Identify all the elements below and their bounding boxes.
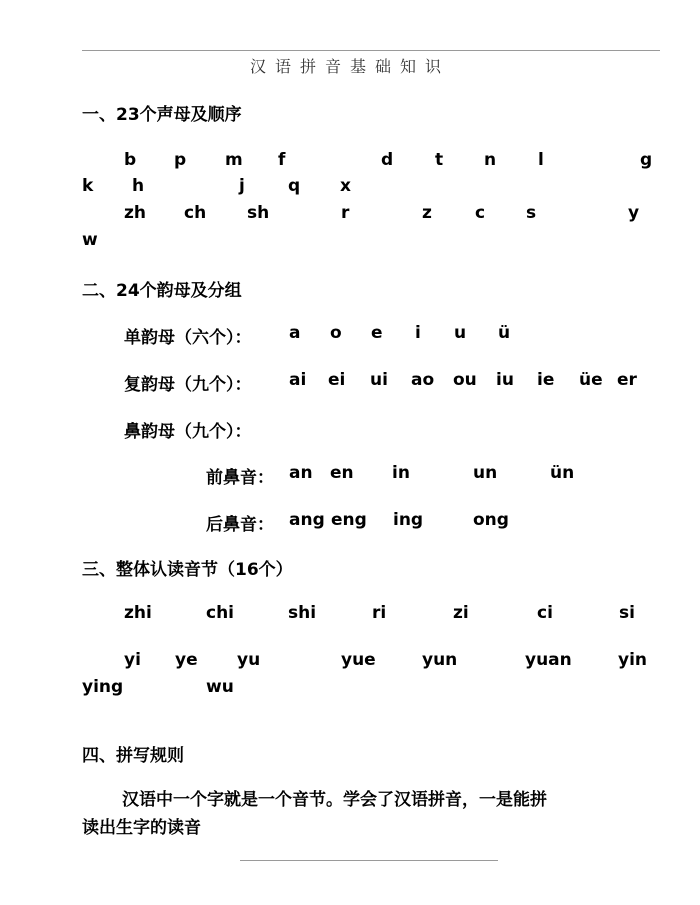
syllables-row-3 xyxy=(82,677,660,701)
final: in xyxy=(392,463,410,483)
final: a xyxy=(289,323,301,343)
initial: w xyxy=(82,230,98,250)
document-title: 汉语拼音基础知识 xyxy=(249,57,450,76)
syllables-row-1 xyxy=(82,603,660,627)
syllable: si xyxy=(619,603,635,623)
syllable: zi xyxy=(453,603,469,623)
syllables-row-2 xyxy=(82,650,660,674)
final: ao xyxy=(411,370,435,390)
initial: n xyxy=(484,150,497,170)
initial: s xyxy=(526,203,537,223)
syllable: ying xyxy=(82,677,124,697)
final: ai xyxy=(289,370,307,390)
final: o xyxy=(330,323,342,343)
compound-finals-label: 复韵母（九个）： xyxy=(124,375,252,395)
final: ie xyxy=(537,370,555,390)
initial: p xyxy=(174,150,187,170)
final: an xyxy=(289,463,313,483)
initial: r xyxy=(341,203,350,223)
initial: f xyxy=(278,150,286,170)
initial: c xyxy=(475,203,486,223)
initial: m xyxy=(225,150,243,170)
syllable: wu xyxy=(206,677,234,697)
paragraph-line-2: 读出生字的读音 xyxy=(82,818,201,838)
initial: ch xyxy=(184,203,207,223)
single-finals-label: 单韵母（六个）： xyxy=(124,328,252,348)
back-nasal-row xyxy=(82,510,660,534)
final: ui xyxy=(370,370,388,390)
compound-finals-row xyxy=(82,370,660,394)
final: ou xyxy=(453,370,477,390)
syllable: ri xyxy=(372,603,387,623)
spelling-rules-paragraph xyxy=(82,786,648,842)
final: ü xyxy=(498,323,511,343)
initial: b xyxy=(124,150,137,170)
initial: t xyxy=(435,150,444,170)
initial: j xyxy=(239,176,245,196)
final: en xyxy=(330,463,354,483)
initial: d xyxy=(381,150,394,170)
syllable: zhi xyxy=(124,603,152,623)
single-finals-row xyxy=(82,323,660,347)
footer-rule xyxy=(240,860,498,861)
initial: sh xyxy=(247,203,270,223)
syllable: shi xyxy=(288,603,317,623)
final: ang xyxy=(289,510,325,530)
nasal-finals-label: 鼻韵母（九个）： xyxy=(124,422,252,442)
initials-row-2 xyxy=(82,176,660,200)
final: ün xyxy=(550,463,575,483)
syllable: ye xyxy=(175,650,198,670)
initials-row-4 xyxy=(82,230,660,254)
initial: x xyxy=(340,176,351,196)
syllable: chi xyxy=(206,603,235,623)
initials-row-1 xyxy=(82,150,660,174)
initial: z xyxy=(422,203,432,223)
final: ing xyxy=(393,510,424,530)
paragraph-line-1 xyxy=(82,786,648,814)
final: üe xyxy=(579,370,603,390)
section-heading-whole-syllables: 三、整体认读音节（16个） xyxy=(82,560,293,580)
final: e xyxy=(371,323,383,343)
initial: q xyxy=(288,176,301,196)
syllable: ci xyxy=(537,603,553,623)
final: u xyxy=(454,323,467,343)
back-nasal-label: 后鼻音： xyxy=(206,515,274,535)
initial: l xyxy=(538,150,544,170)
initial: h xyxy=(132,176,145,196)
section-heading-finals: 二、24个韵母及分组 xyxy=(82,281,242,301)
final: eng xyxy=(331,510,367,530)
final: ong xyxy=(473,510,509,530)
initial: y xyxy=(628,203,640,223)
initial: k xyxy=(82,176,94,196)
initial: zh xyxy=(124,203,146,223)
final: er xyxy=(617,370,637,390)
syllable: yun xyxy=(422,650,458,670)
syllable: yi xyxy=(124,650,141,670)
final: un xyxy=(473,463,498,483)
final: iu xyxy=(496,370,514,390)
syllable: yuan xyxy=(525,650,572,670)
paragraph-line-1-text: 汉语中一个字就是一个音节。学会了汉语拼音，一是能拼 xyxy=(122,790,547,810)
syllable: yin xyxy=(618,650,648,670)
front-nasal-label: 前鼻音： xyxy=(206,468,274,488)
final: ei xyxy=(328,370,346,390)
section-heading-spelling-rules: 四、拼写规则 xyxy=(82,746,184,766)
initials-row-3 xyxy=(82,203,660,227)
front-nasal-row xyxy=(82,463,660,487)
final: i xyxy=(415,323,421,343)
syllable: yue xyxy=(341,650,376,670)
header-rule xyxy=(82,50,660,51)
syllable: yu xyxy=(237,650,261,670)
initial: g xyxy=(640,150,653,170)
section-heading-initials: 一、23个声母及顺序 xyxy=(82,105,242,125)
